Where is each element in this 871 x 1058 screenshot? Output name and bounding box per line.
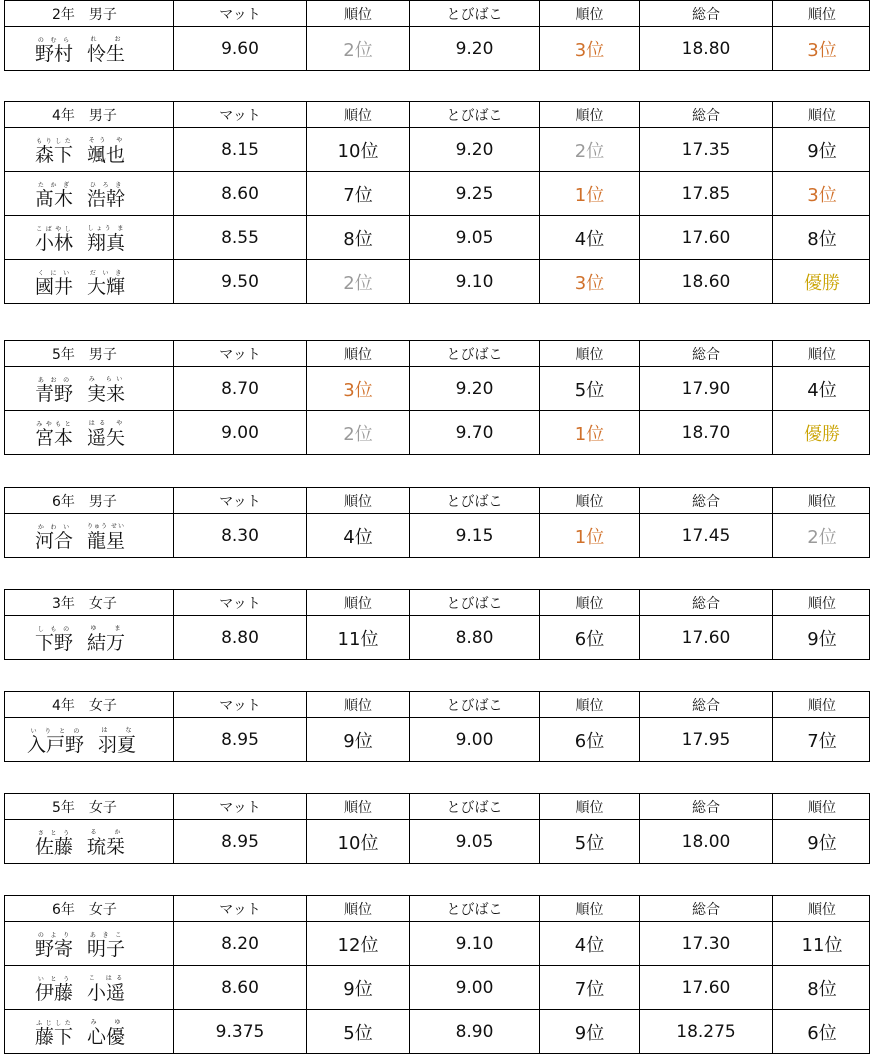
header-rank: 順位 bbox=[539, 794, 639, 819]
table-row bbox=[5, 171, 869, 215]
table-row bbox=[5, 921, 869, 965]
mat-score: 8.20 bbox=[173, 922, 306, 965]
table-row bbox=[5, 259, 869, 303]
table-row bbox=[5, 1009, 869, 1053]
student-name bbox=[5, 172, 173, 215]
total-rank: 6位 bbox=[772, 1010, 871, 1053]
total-rank: 4位 bbox=[772, 367, 871, 410]
given-name: 明子あきこ bbox=[87, 932, 126, 960]
header-row bbox=[5, 590, 869, 615]
mat-score: 8.15 bbox=[173, 128, 306, 171]
total-score: 17.45 bbox=[639, 514, 772, 557]
given-name: 結万ゆ ま bbox=[87, 625, 126, 654]
student-name bbox=[5, 616, 173, 659]
total-rank: 7位 bbox=[772, 718, 871, 761]
family-name: 佐藤さとう bbox=[35, 830, 74, 858]
header-rank: 順位 bbox=[306, 794, 409, 819]
mat-score: 8.55 bbox=[173, 216, 306, 259]
header-rank: 順位 bbox=[772, 794, 871, 819]
header-total: 総合 bbox=[639, 590, 772, 615]
family-name: 青野あおの bbox=[35, 377, 74, 405]
mat-score: 8.95 bbox=[173, 718, 306, 761]
header-mat: マット bbox=[173, 102, 306, 127]
vault-rank: 1位 bbox=[539, 514, 639, 557]
mat-score: 9.375 bbox=[173, 1010, 306, 1053]
total-rank: 9位 bbox=[772, 820, 871, 863]
mat-score: 8.95 bbox=[173, 820, 306, 863]
mat-rank: 2位 bbox=[306, 411, 409, 454]
group-2nen-danshi bbox=[4, 0, 870, 71]
header-total: 総合 bbox=[639, 1, 772, 26]
header-total: 総合 bbox=[639, 794, 772, 819]
header-rank: 順位 bbox=[539, 488, 639, 513]
family-name: 國井くにい bbox=[35, 270, 74, 298]
header-total: 総合 bbox=[639, 692, 772, 717]
total-score: 18.60 bbox=[639, 260, 772, 303]
total-rank: 優勝 bbox=[772, 411, 871, 454]
vault-rank: 3位 bbox=[539, 260, 639, 303]
given-name: 浩幹ひろき bbox=[87, 182, 126, 210]
total-score: 17.60 bbox=[639, 616, 772, 659]
mat-score: 9.60 bbox=[173, 27, 306, 70]
total-score: 17.95 bbox=[639, 718, 772, 761]
header-vault: とびばこ bbox=[409, 896, 539, 921]
vault-rank: 4位 bbox=[539, 922, 639, 965]
vault-score: 9.15 bbox=[409, 514, 539, 557]
student-name bbox=[5, 820, 173, 863]
total-rank: 8位 bbox=[772, 966, 871, 1009]
vault-score: 9.70 bbox=[409, 411, 539, 454]
mat-rank: 10位 bbox=[306, 128, 409, 171]
vault-score: 9.05 bbox=[409, 216, 539, 259]
header-row bbox=[5, 794, 869, 819]
student-name bbox=[5, 216, 173, 259]
vault-rank: 6位 bbox=[539, 616, 639, 659]
group-3nen-joshi bbox=[4, 589, 870, 660]
vault-score: 9.05 bbox=[409, 820, 539, 863]
table-row bbox=[5, 26, 869, 70]
family-name: 河合かわい bbox=[35, 524, 74, 552]
header-vault: とびばこ bbox=[409, 341, 539, 366]
header-rank: 順位 bbox=[306, 102, 409, 127]
mat-score: 9.50 bbox=[173, 260, 306, 303]
mat-rank: 9位 bbox=[306, 718, 409, 761]
group-6nen-joshi bbox=[4, 895, 870, 1054]
family-name: 宮本みやもと bbox=[35, 421, 74, 449]
table-row bbox=[5, 513, 869, 557]
total-rank: 8位 bbox=[772, 216, 871, 259]
vault-score: 9.00 bbox=[409, 718, 539, 761]
mat-score: 8.80 bbox=[173, 616, 306, 659]
header-mat: マット bbox=[173, 1, 306, 26]
mat-rank: 4位 bbox=[306, 514, 409, 557]
family-name: 小林こばやし bbox=[35, 226, 74, 254]
table-row bbox=[5, 615, 869, 659]
header-rank: 順位 bbox=[772, 102, 871, 127]
vault-rank: 2位 bbox=[539, 128, 639, 171]
mat-score: 8.30 bbox=[173, 514, 306, 557]
vault-rank: 4位 bbox=[539, 216, 639, 259]
mat-rank: 8位 bbox=[306, 216, 409, 259]
mat-rank: 11位 bbox=[306, 616, 409, 659]
header-mat: マット bbox=[173, 794, 306, 819]
total-rank: 2位 bbox=[772, 514, 871, 557]
total-score: 17.35 bbox=[639, 128, 772, 171]
group-6nen-danshi bbox=[4, 487, 870, 558]
header-row bbox=[5, 488, 869, 513]
vault-rank: 5位 bbox=[539, 367, 639, 410]
group-title: 4年 男子 bbox=[52, 107, 117, 124]
header-mat: マット bbox=[173, 590, 306, 615]
header-total: 総合 bbox=[639, 488, 772, 513]
family-name: 髙木たかぎ bbox=[35, 182, 74, 210]
header-rank: 順位 bbox=[306, 1, 409, 26]
header-mat: マット bbox=[173, 488, 306, 513]
total-score: 18.80 bbox=[639, 27, 772, 70]
student-name bbox=[5, 514, 173, 557]
header-rank: 順位 bbox=[539, 692, 639, 717]
group-title: 2年 男子 bbox=[52, 6, 117, 23]
header-rank: 順位 bbox=[539, 896, 639, 921]
header-total: 総合 bbox=[639, 896, 772, 921]
table-row bbox=[5, 127, 869, 171]
mat-score: 8.70 bbox=[173, 367, 306, 410]
vault-score: 9.20 bbox=[409, 128, 539, 171]
given-name: 遥矢はる や bbox=[87, 420, 126, 449]
family-name: 野村のむら bbox=[35, 37, 74, 65]
given-name: 羽夏は な bbox=[98, 727, 137, 756]
header-rank: 順位 bbox=[772, 590, 871, 615]
header-total: 総合 bbox=[639, 102, 772, 127]
header-rank: 順位 bbox=[772, 1, 871, 26]
header-vault: とびばこ bbox=[409, 1, 539, 26]
student-name bbox=[5, 27, 173, 70]
mat-score: 8.60 bbox=[173, 966, 306, 1009]
header-row bbox=[5, 692, 869, 717]
vault-score: 8.80 bbox=[409, 616, 539, 659]
vault-rank: 7位 bbox=[539, 966, 639, 1009]
header-vault: とびばこ bbox=[409, 692, 539, 717]
total-score: 17.60 bbox=[639, 966, 772, 1009]
given-name: 琉栞る か bbox=[87, 829, 126, 858]
total-score: 17.30 bbox=[639, 922, 772, 965]
header-row bbox=[5, 896, 869, 921]
student-name bbox=[5, 128, 173, 171]
given-name: 心優み ゆ bbox=[87, 1019, 126, 1048]
group-title: 5年 女子 bbox=[52, 799, 117, 816]
group-title: 6年 男子 bbox=[52, 493, 117, 510]
group-title: 5年 男子 bbox=[52, 346, 117, 363]
mat-rank: 3位 bbox=[306, 367, 409, 410]
table-row bbox=[5, 215, 869, 259]
given-name: 実来み らい bbox=[87, 376, 126, 405]
given-name: 颯也そう や bbox=[87, 137, 126, 166]
group-title: 3年 女子 bbox=[52, 595, 117, 612]
total-rank: 11位 bbox=[772, 922, 871, 965]
student-name bbox=[5, 718, 173, 761]
mat-rank: 2位 bbox=[306, 27, 409, 70]
header-total: 総合 bbox=[639, 341, 772, 366]
group-4nen-joshi bbox=[4, 691, 870, 762]
header-vault: とびばこ bbox=[409, 102, 539, 127]
total-rank: 3位 bbox=[772, 27, 871, 70]
student-name bbox=[5, 367, 173, 410]
vault-score: 9.25 bbox=[409, 172, 539, 215]
total-rank: 優勝 bbox=[772, 260, 871, 303]
given-name: 怜生れ お bbox=[87, 36, 126, 65]
header-row bbox=[5, 102, 869, 127]
header-rank: 順位 bbox=[306, 590, 409, 615]
total-score: 18.70 bbox=[639, 411, 772, 454]
table-row bbox=[5, 819, 869, 863]
family-name: 森下もりした bbox=[35, 138, 74, 166]
student-name bbox=[5, 966, 173, 1009]
student-name bbox=[5, 411, 173, 454]
mat-rank: 2位 bbox=[306, 260, 409, 303]
header-mat: マット bbox=[173, 896, 306, 921]
family-name: 藤下ふじした bbox=[35, 1020, 74, 1048]
mat-rank: 5位 bbox=[306, 1010, 409, 1053]
vault-rank: 6位 bbox=[539, 718, 639, 761]
header-rank: 順位 bbox=[306, 692, 409, 717]
total-rank: 9位 bbox=[772, 616, 871, 659]
group-title: 6年 女子 bbox=[52, 901, 117, 918]
vault-rank: 9位 bbox=[539, 1010, 639, 1053]
header-mat: マット bbox=[173, 341, 306, 366]
group-4nen-danshi bbox=[4, 101, 870, 304]
header-vault: とびばこ bbox=[409, 794, 539, 819]
mat-rank: 12位 bbox=[306, 922, 409, 965]
header-vault: とびばこ bbox=[409, 590, 539, 615]
header-row bbox=[5, 1, 869, 26]
header-rank: 順位 bbox=[306, 341, 409, 366]
vault-rank: 1位 bbox=[539, 411, 639, 454]
family-name: 下野しもの bbox=[35, 626, 74, 654]
header-rank: 順位 bbox=[772, 341, 871, 366]
total-rank: 3位 bbox=[772, 172, 871, 215]
given-name: 小遥こ はる bbox=[87, 975, 126, 1004]
header-rank: 順位 bbox=[539, 1, 639, 26]
student-name bbox=[5, 260, 173, 303]
vault-score: 9.10 bbox=[409, 260, 539, 303]
total-score: 17.90 bbox=[639, 367, 772, 410]
header-rank: 順位 bbox=[306, 488, 409, 513]
group-title: 4年 女子 bbox=[52, 697, 117, 714]
family-name: 伊藤いとう bbox=[35, 976, 74, 1004]
header-rank: 順位 bbox=[539, 102, 639, 127]
mat-score: 9.00 bbox=[173, 411, 306, 454]
header-rank: 順位 bbox=[772, 692, 871, 717]
header-rank: 順位 bbox=[539, 341, 639, 366]
table-row bbox=[5, 410, 869, 454]
vault-score: 9.00 bbox=[409, 966, 539, 1009]
vault-score: 9.20 bbox=[409, 27, 539, 70]
table-row bbox=[5, 717, 869, 761]
family-name: 入戸野いりとの bbox=[27, 728, 85, 756]
total-rank: 9位 bbox=[772, 128, 871, 171]
total-score: 17.60 bbox=[639, 216, 772, 259]
given-name: 大輝だいき bbox=[87, 270, 126, 298]
student-name bbox=[5, 1010, 173, 1053]
table-row bbox=[5, 366, 869, 410]
vault-rank: 3位 bbox=[539, 27, 639, 70]
header-rank: 順位 bbox=[772, 488, 871, 513]
mat-rank: 10位 bbox=[306, 820, 409, 863]
header-rank: 順位 bbox=[306, 896, 409, 921]
vault-score: 8.90 bbox=[409, 1010, 539, 1053]
student-name bbox=[5, 922, 173, 965]
vault-rank: 1位 bbox=[539, 172, 639, 215]
mat-rank: 7位 bbox=[306, 172, 409, 215]
total-score: 18.00 bbox=[639, 820, 772, 863]
vault-score: 9.20 bbox=[409, 367, 539, 410]
header-row bbox=[5, 341, 869, 366]
total-score: 17.85 bbox=[639, 172, 772, 215]
header-mat: マット bbox=[173, 692, 306, 717]
table-row bbox=[5, 965, 869, 1009]
header-vault: とびばこ bbox=[409, 488, 539, 513]
header-rank: 順位 bbox=[772, 896, 871, 921]
mat-score: 8.60 bbox=[173, 172, 306, 215]
given-name: 龍星りゅう せい bbox=[87, 523, 126, 552]
header-rank: 順位 bbox=[539, 590, 639, 615]
family-name: 野寄のより bbox=[35, 932, 74, 960]
vault-score: 9.10 bbox=[409, 922, 539, 965]
mat-rank: 9位 bbox=[306, 966, 409, 1009]
given-name: 翔真しょう ま bbox=[87, 225, 126, 254]
vault-rank: 5位 bbox=[539, 820, 639, 863]
group-5nen-joshi bbox=[4, 793, 870, 864]
group-5nen-danshi bbox=[4, 340, 870, 455]
total-score: 18.275 bbox=[639, 1010, 772, 1053]
